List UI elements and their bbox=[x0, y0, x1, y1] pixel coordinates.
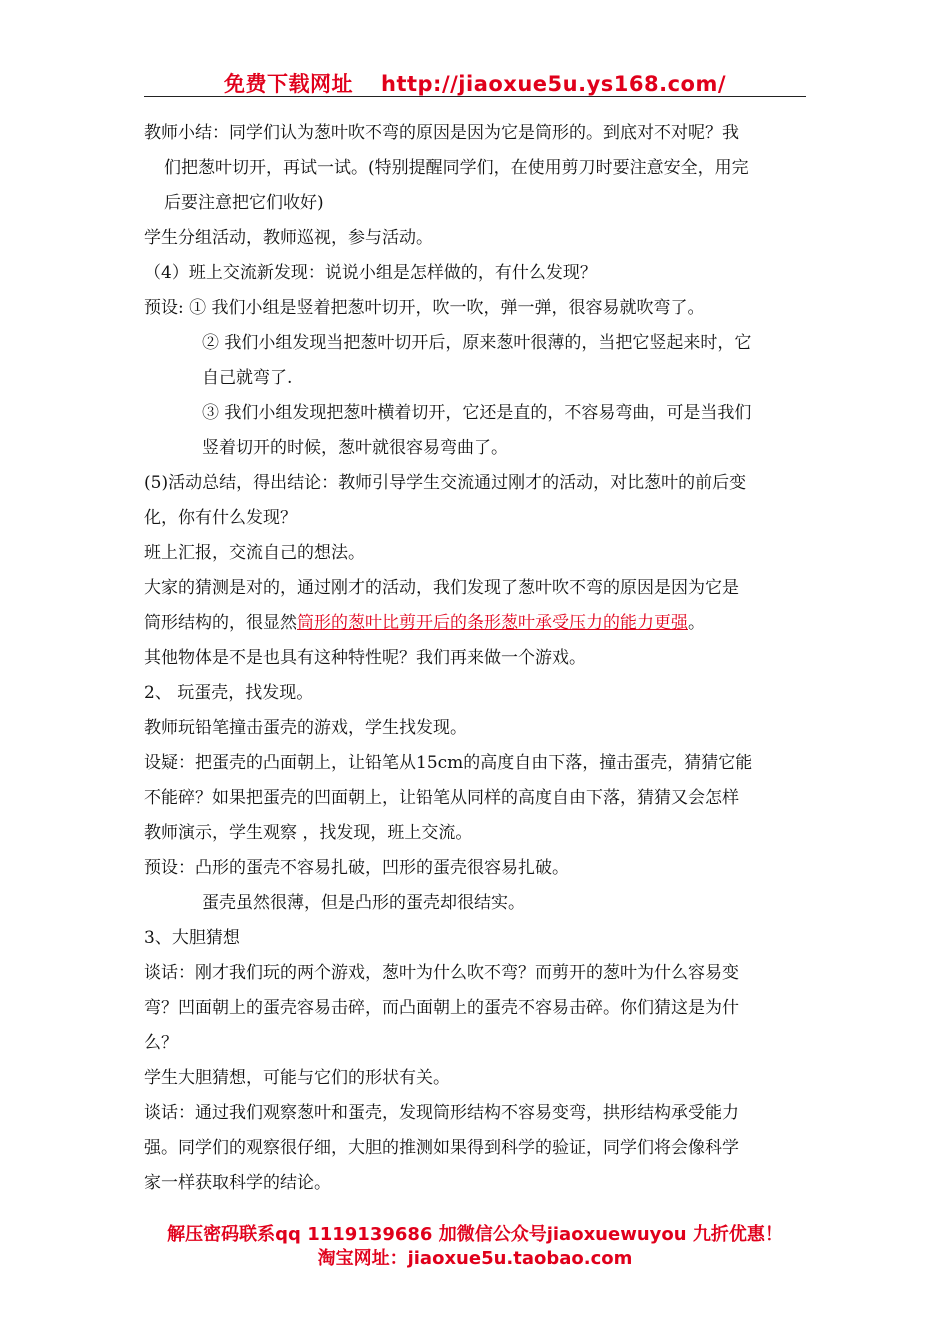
text-line: 谈话：通过我们观察葱叶和蛋壳，发现筒形结构不容易变弯，拱形结构承受能力 bbox=[144, 1103, 739, 1123]
text-line: 预设: ① 我们小组是竖着把葱叶切开，吹一吹，弹一弹，很容易就吹弯了。 bbox=[144, 298, 705, 318]
text-line: 后要注意把它们收好) bbox=[164, 193, 324, 213]
text-line bbox=[144, 606, 812, 641]
text-line: ② 我们小组发现当把葱叶切开后，原来葱叶很薄的，当把它竖起来时，它 bbox=[202, 333, 752, 353]
header-url[interactable]: http://jiaoxue5u.ys168.com/ bbox=[381, 72, 726, 96]
highlighted-conclusion: 筒形的葱叶比剪开后的条形葱叶承受压力的能力更强 bbox=[297, 613, 688, 633]
text-line: 学生大胆猜想，可能与它们的形状有关。 bbox=[144, 1068, 450, 1088]
text-line: （4）班上交流新发现：说说小组是怎样做的，有什么发现？ bbox=[144, 263, 597, 283]
page-header bbox=[0, 68, 950, 98]
text-line: 弯？凹面朝上的蛋壳容易击碎，而凸面朝上的蛋壳不容易击碎。你们猜这是为什 bbox=[144, 998, 739, 1018]
text-line: 化，你有什么发现？ bbox=[144, 508, 297, 528]
text-line: 自己就弯了. bbox=[202, 368, 293, 388]
text-line: ③ 我们小组发现把葱叶横着切开，它还是直的，不容易弯曲，可是当我们 bbox=[202, 403, 752, 423]
text-line: 么？ bbox=[144, 1033, 178, 1053]
section-heading: 3、大胆猜想 bbox=[144, 928, 240, 948]
text-line: 设疑：把蛋壳的凸面朝上，让铅笔从15cm的高度自由下落，撞击蛋壳，猜猜它能 bbox=[144, 753, 753, 773]
section-heading: 2、 玩蛋壳，找发现。 bbox=[144, 683, 314, 703]
header-title: 免费下载网址 bbox=[224, 72, 353, 96]
text-line: 家一样获取科学的结论。 bbox=[144, 1173, 331, 1193]
text-line: 大家的猜测是对的，通过刚才的活动，我们发现了葱叶吹不弯的原因是因为它是 bbox=[144, 578, 739, 598]
text-line: 强。同学们的观察很仔细，大胆的推测如果得到科学的验证，同学们将会像科学 bbox=[144, 1138, 739, 1158]
footer-taobao-url[interactable]: 淘宝网址：jiaoxue5u.taobao.com bbox=[317, 1248, 633, 1269]
footer-contact: 解压密码联系qq 1119139686 加微信公众号jiaoxuewuyou 九折优惠！ bbox=[167, 1224, 783, 1245]
text-line: (5)活动总结，得出结论：教师引导学生交流通过刚才的活动，对比葱叶的前后变 bbox=[144, 473, 747, 493]
text-line: 班上汇报，交流自己的想法。 bbox=[144, 543, 365, 563]
text-line: 教师玩铅笔撞击蛋壳的游戏，学生找发现。 bbox=[144, 718, 467, 738]
text-line: 不能碎？如果把蛋壳的凹面朝上，让铅笔从同样的高度自由下落，猜猜又会怎样 bbox=[144, 788, 739, 808]
text-line: 教师演示，学生观察 ，找发现，班上交流。 bbox=[144, 823, 473, 843]
text-line: 竖着切开的时候，葱叶就很容易弯曲了。 bbox=[202, 438, 508, 458]
text-line: 教师小结：同学们认为葱叶吹不弯的原因是因为它是筒形的。到底对不对呢？我 bbox=[144, 123, 739, 143]
text-line: 学生分组活动，教师巡视，参与活动。 bbox=[144, 228, 433, 248]
text-segment: 。 bbox=[688, 613, 705, 633]
text-line: 们把葱叶切开，再试一试。(特别提醒同学们，在使用剪刀时要注意安全，用完 bbox=[164, 158, 749, 178]
header-rule bbox=[144, 96, 806, 97]
text-segment: 筒形结构的，很显然 bbox=[144, 613, 297, 633]
document-body bbox=[144, 116, 812, 1201]
text-line: 谈话：刚才我们玩的两个游戏，葱叶为什么吹不弯？而剪开的葱叶为什么容易变 bbox=[144, 963, 739, 983]
text-line: 其他物体是不是也具有这种特性呢？我们再来做一个游戏。 bbox=[144, 648, 586, 668]
text-line: 预设：凸形的蛋壳不容易扎破，凹形的蛋壳很容易扎破。 bbox=[144, 858, 569, 878]
text-line: 蛋壳虽然很薄，但是凸形的蛋壳却很结实。 bbox=[202, 893, 525, 913]
